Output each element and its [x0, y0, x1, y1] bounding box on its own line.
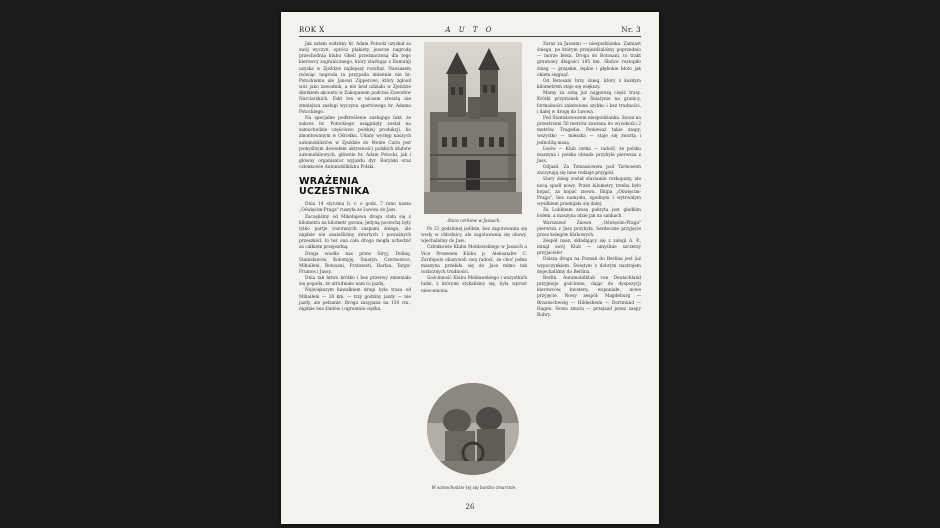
- paragraph: Dnia 14 stycznia b. r. o godz. 7 rano nasza „Oświęcim-Praga" ruszyła ze Lwowa do Jass.: [299, 202, 411, 214]
- photo-caption: W samochodzie tej się bardzo zmarznie.: [431, 485, 517, 490]
- paragraph: Zespół nasz, składający się z załogi A. P., minął swój Klub — umyślnie szczerzy przyjaciele!: [537, 239, 641, 257]
- paragraph: Warszawa! Znowu „Oświęcim-Praga" pierwsza z Jass przybyła. Serdeczne przyjęcie przez kolegów klubowych.: [537, 220, 641, 238]
- paragraph: Droga wiodła nas przez Stryj, Dolinę, Stanisławów, Kołomyję, Śniatyn, Czernowice, Mihaileni, Botosani, Fratutesti, Harlau, Targu-Frumos i Jassy.: [299, 251, 411, 275]
- header-volume: ROK X: [299, 26, 325, 34]
- paragraph: Mamy za sobą już najgorszą część trasy. Krótki przystanek w Śniatynie na granicy, formalności załatwione szybko i bez trudności, i dalej w drogę do Lwowa.: [537, 91, 641, 115]
- paragraph: Lwów — Klub czeka — radość, że polska maszyna i polska obsada przybyła pierwsza z Jass.: [537, 146, 641, 164]
- church-photo: [424, 42, 522, 214]
- paragraph: Odjazd. Za Tomaszowem pod Tarnowem zaczynają się inne rodzaje przygód.: [537, 165, 641, 177]
- paragraph: Od Botosani brzy śnieg, który z każdym kilometrem staje się większy.: [537, 78, 641, 91]
- car-illustration: [427, 383, 519, 475]
- paragraph: Dalsza droga na Poznań do Berlina jest już wypoczynkiem. Świętym z dobrym nastrojem dojechaliśmy do Berlina.: [537, 257, 641, 275]
- column-middle: [421, 227, 527, 295]
- paragraph: Największym kawałkiem drogi była trasa od Mihaileni — 18 km. — trzy godziny jazdy — nie jazdy, ale pełzanie. Droga zasypana na 150 cm., nigdzie bez śladów i ogromnie ciężka.: [299, 288, 411, 312]
- paragraph: Na specjalne podkreślenie zasługuje fakt, że sukces hr. Potockiego osiągnięty został na samochodzie częściowo polskiej produkcji, bo zmontowanym w Ośrodku. Udany występ naszych automobilistów w Zjeździe do Monte Carlo jest pomyślnym dowodem aktywności polskich klubów automobilowych, głównie hr. Adam Potocki, jak i główny organizator wyjazdu dyr. Barylski oraz członkowie Automobilklubu Polski.: [299, 115, 411, 171]
- paragraph: Stary śnieg został starannie rozkopany, ale nocą spadł nowy. Przez kilometry trzeba było kopać, za kopać znowu. Ekipa „Oświęcim-Praga", bez namysłu, zgodnym i wytrwałym wysiłkiem przebijała się dalej.: [537, 177, 641, 208]
- magazine-page: [281, 12, 659, 524]
- column-right: [537, 42, 641, 319]
- paragraph: Zaraz za Jassami — niespodzianka. Zamiast śniegu, po którym przejeżdżaliśmy poprzednio — morze błota. Droga do Botosani, to trakt gruntowy długości 185 km. Słońce roztopiło śnieg — grząskie, lepkie i głębokie błoto jak okiem sięgnąć.: [537, 42, 641, 78]
- car-interior-photo: [427, 383, 519, 475]
- header-issue-number: Nr. 3: [621, 26, 641, 34]
- church-illustration: [424, 42, 522, 214]
- paragraph: Dnia tak łatwo krótko i bez przerwy zmieniała się pogoda, że utrudniało nam to jazdę.: [299, 276, 411, 288]
- page-number: 26: [465, 503, 475, 511]
- paragraph: Berlin. Automobilklub von Deutschland przyjmuje gościnnie, dając do dyspozycji kierowców, kwaterę, wspaniałe, nowe przyjęcie. Nowy zespół: Magdeburg — Braunschweig — Hildesheim — Dortmund — Hagen. Nowa zmora — przejazd przez zaspy Ruhry.: [537, 275, 641, 318]
- section-title: WRAŻENIA UCZESTNIKA: [299, 176, 370, 198]
- running-header: [299, 26, 641, 37]
- header-magazine-title: A U T O: [445, 26, 495, 34]
- paragraph: Gościnność Klubu Mołdawskiego i wszystkich ludzi, z którymi stykaliśmy się, była wprost nieoceniona.: [421, 276, 527, 294]
- paragraph: Pod Stanisławowem niespodzianka. Szosa na przestrzeni 50 metrów zawiana do wysokości 2 metrów. Tragedia. Ponieważ takie zaspy, wszystko — mieszka — staje się zwartą i jednolitą masą.: [537, 115, 641, 146]
- paragraph: Jak zatem widzimy hr. Adam Potocki uzyskał za swój wyczyn, oprócz plakiety, jeszcze nagrodę przechodnią klubu Gheli przeznaczoną dla tego kierowcy zagranicznego, który startując z Rumunji uzyska w Zjeździe najlepszy rezultat. Nawiasem mówiąc nagroda ta przypada imiennie nie hr. Potockiemu ale Janowi Zipperowi, który zgłosił wóz jako zawodnik, a nie brał udziału w Zjeździe skutkiem akcentu w Zakopanem podczas Zawodów Narciarskich. Fakt ten w niczem zresztą nie zmniejsza zasługi wyczynu sportowego hr. Adama Potockiego.: [299, 42, 411, 115]
- photo-caption: Stara cerkiew w Jassach.: [447, 218, 501, 223]
- paragraph: Członkowie Klubu Mołdawskiego w Jassach a Vice Prezesem Klubu p. Aleksandre C. Zarifopolo okazywali swą radość, że choć jedna maszyna przebiła się do Jass mimo tak rozlicznych trudności.: [421, 245, 527, 276]
- paragraph: Po 21 godzinnej jeździe, bez zagotowania się wody w chłodnicy, ale zagotowania się obawy, wjechaliśmy do Jass.: [421, 227, 527, 245]
- paragraph: Za Lublinem szosa pokryta jest gładkim lodem, a maszyna idzie jak na sankach.: [537, 208, 641, 220]
- paragraph: Zaczęliśmy od Mikołajewa droga stała się z kilometra na kilometr gorsza; jedyną pociechą były tylko partje rozoranych zaspami śniegu, ale nigdzie nie znaleźliśmy zwartych i poważnych przeszkód, to też ona cała droga mogła uchodzić za całkiem przejezdną.: [299, 214, 411, 251]
- column-left: [299, 42, 411, 313]
